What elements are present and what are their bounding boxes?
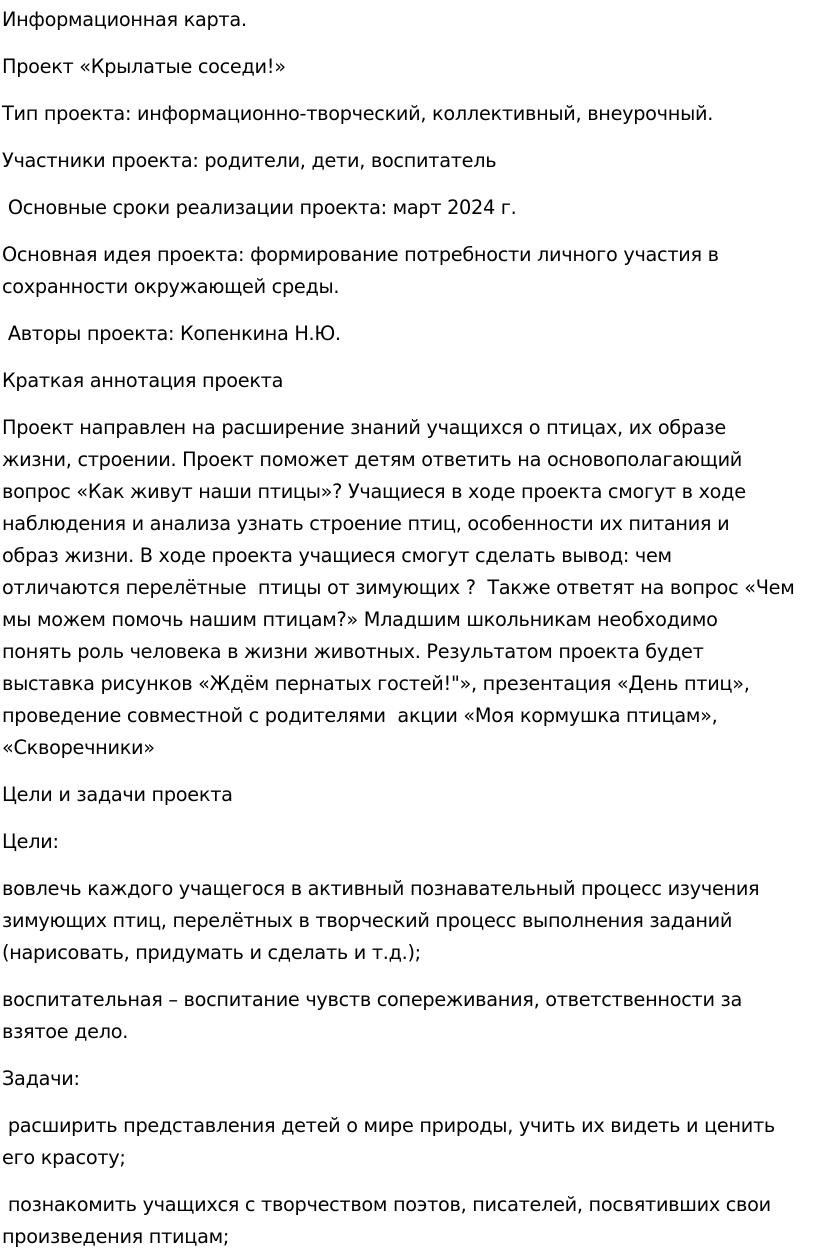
goal-line: (нарисовать, придумать и сделать и т.д.); — [2, 941, 421, 964]
task-line: познакомить учащихся с творчеством поэтов, писателей, посвятивших свои — [2, 1193, 771, 1216]
goal-1-paragraph — [2, 873, 816, 969]
task-line: расширить представления детей о мире природы, учить их видеть и ценить — [2, 1114, 775, 1137]
tasks-label: Задачи: — [2, 1067, 80, 1090]
annotation-line: отличаются перелётные птицы от зимующих ? Также ответят на вопрос «Чем — [2, 576, 795, 599]
annotation-line: мы можем помочь нашим птицам?» Младшим школьникам необходимо — [2, 608, 718, 631]
task-2-paragraph — [2, 1189, 816, 1253]
annotation-line: образ жизни. В ходе проекта учащиеся смогут сделать вывод: чем — [2, 544, 672, 567]
task-1-paragraph — [2, 1110, 816, 1174]
annotation-line: выставка рисунков «Ждём пернатых гостей!"», презентация «День птиц», — [2, 672, 750, 695]
annotation-line: Проект направлен на расширение знаний учащихся о птицах, их образе — [2, 416, 726, 439]
project-type: Тип проекта: информационно-творческий, коллективный, внеурочный. — [2, 102, 714, 125]
main-idea-paragraph — [2, 239, 816, 303]
goal-line: воспитательная – воспитание чувств сопереживания, ответственности за — [2, 988, 742, 1011]
project-dates: Основные сроки реализации проекта: март 2024 г. — [2, 196, 517, 219]
annotation-line: понять роль человека в жизни животных. Результатом проекта будет — [2, 640, 704, 663]
task-line: его красоту; — [2, 1146, 126, 1169]
annotation-paragraph — [2, 412, 816, 764]
task-line: произведения птицам; — [2, 1225, 230, 1248]
goal-2-paragraph — [2, 984, 816, 1048]
goals-label: Цели: — [2, 830, 59, 853]
document-title: Информационная карта. — [2, 8, 247, 31]
project-participants: Участники проекта: родители, дети, воспитатель — [2, 149, 497, 172]
annotation-heading: Краткая аннотация проекта — [2, 369, 284, 392]
annotation-line: наблюдения и анализа узнать строение птиц, особенности их питания и — [2, 512, 730, 535]
goal-line: зимующих птиц, перелётных в творческий процесс выполнения заданий — [2, 909, 733, 932]
goals-heading: Цели и задачи проекта — [2, 783, 233, 806]
annotation-line: вопрос «Как живут наши птицы»? Учащиеся в ходе проекта смогут в ходе — [2, 480, 746, 503]
annotation-line: «Скворечники» — [2, 736, 155, 759]
goal-line: вовлечь каждого учащегося в активный познавательный процесс изучения — [2, 877, 760, 900]
project-name: Проект «Крылатые соседи!» — [2, 55, 286, 78]
project-authors: Авторы проекта: Копенкина Н.Ю. — [2, 322, 341, 345]
main-idea-line: Основная идея проекта: формирование потребности личного участия в — [2, 243, 719, 266]
annotation-line: проведение совместной с родителями акции «Моя кормушка птицам», — [2, 704, 718, 727]
annotation-line: жизни, строении. Проект поможет детям ответить на основополагающий — [2, 448, 743, 471]
goal-line: взятое дело. — [2, 1020, 129, 1043]
main-idea-line: сохранности окружающей среды. — [2, 275, 340, 298]
